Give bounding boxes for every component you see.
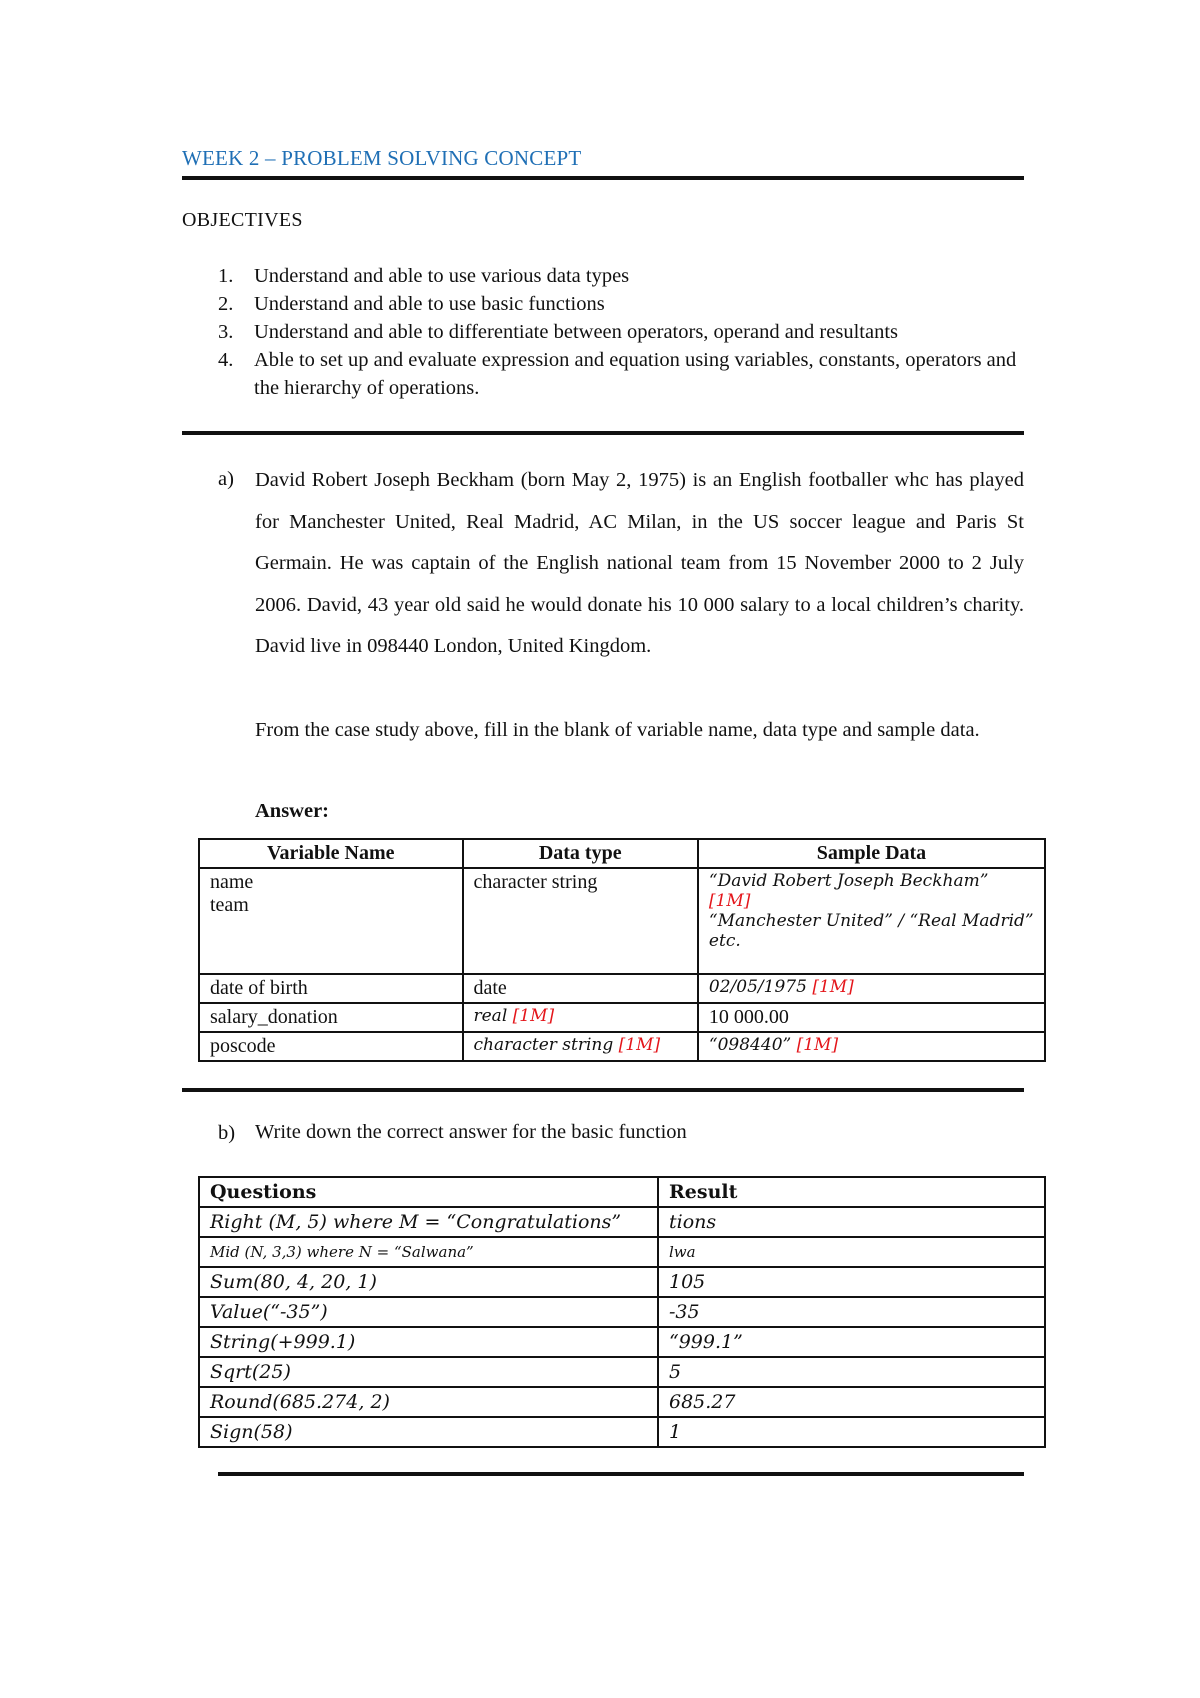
table-cell: 02/05/1975 [1M] [698,974,1045,1003]
objective-item: 4. Able to set up and evaluate expression and equation using variables, constants, operators and the hierarchy of operations. [218,349,1017,399]
column-header: Data type [463,839,698,868]
table-cell: lwa [658,1237,1045,1267]
table-row [199,1327,1045,1357]
column-header: Variable Name [199,839,463,868]
table-cell: 10 000.00 [698,1003,1045,1032]
table-row [199,1387,1045,1417]
variable-table [198,838,1046,1062]
table-cell: date of birth [199,974,463,1003]
table-cell: tions [658,1207,1045,1237]
mark-label: [1M] [708,891,751,911]
page-title: WEEK 2 – PROBLEM SOLVING CONCEPT [182,146,582,170]
mark-label: [1M] [618,1035,661,1055]
mark-label: [1M] [796,1035,839,1055]
table-row [199,1357,1045,1387]
table-cell: Value(“-35”) [199,1297,658,1327]
table-cell: Sqrt(25) [199,1357,658,1387]
mark-label: [1M] [512,1006,555,1026]
table-cell: poscode [199,1032,463,1061]
question-a-label: a) [218,468,234,490]
table-cell: 105 [658,1267,1045,1297]
table-cell: real [1M] [463,1003,698,1032]
column-header: Questions [199,1177,658,1207]
table-cell: -35 [658,1297,1045,1327]
section-rule [182,431,1024,435]
table-cell: Mid (N, 3,3) where N = “Salwana” [199,1237,658,1267]
table-row [199,1003,1045,1032]
column-header: Sample Data [698,839,1045,868]
column-header: Result [658,1177,1045,1207]
table-cell: name team [199,868,463,974]
table-header-row [199,1177,1045,1207]
table-cell: “David Robert Joseph Beckham” [1M] “Manchester United” / “Real Madrid” etc. [698,868,1045,974]
table-cell: salary_donation [199,1003,463,1032]
table-cell: Sign(58) [199,1417,658,1447]
question-b-label: b) [218,1122,236,1144]
table-row [199,868,1045,974]
table-row [199,1267,1045,1297]
section-rule [182,1088,1024,1092]
table-cell: “098440” [1M] [698,1032,1045,1061]
table-row [199,1032,1045,1061]
table-cell: Round(685.274, 2) [199,1387,658,1417]
table-row [199,1207,1045,1237]
question-a-instruction: From the case study above, fill in the blank of variable name, data type and sample data. [255,719,980,741]
table-cell: character string [463,868,698,974]
table-cell: 685.27 [658,1387,1045,1417]
table-cell: 5 [658,1357,1045,1387]
objectives-list [182,262,1042,402]
bottom-rule [218,1472,1024,1476]
table-cell: String(+999.1) [199,1327,658,1357]
title-rule [182,176,1024,180]
objective-item: 3. Understand and able to differentiate between operators, operand and resultants [218,321,898,343]
table-cell: character string [1M] [463,1032,698,1061]
table-row [199,1297,1045,1327]
function-table [198,1176,1046,1448]
mark-label: [1M] [812,977,854,997]
table-cell: 1 [658,1417,1045,1447]
objectives-heading: OBJECTIVES [182,209,303,231]
table-cell: Right (M, 5) where M = “Congratulations” [199,1207,658,1237]
question-b-instruction: Write down the correct answer for the basic function [255,1121,687,1143]
objective-item: 2. Understand and able to use basic functions [218,293,605,315]
table-row [199,974,1045,1003]
table-row [199,1417,1045,1447]
table-cell: “999.1” [658,1327,1045,1357]
answer-label: Answer: [255,800,330,822]
table-row [199,1237,1045,1267]
table-header-row [199,839,1045,868]
case-study-paragraph: David Robert Joseph Beckham (born May 2, 1975) is an English footballer whc has played for Manchester United, Real Madrid, AC Milan, in the US soccer league and Paris St Germain. He was captain of the English national team from 15 November 2000 to 2 July 2006. David, 43 year old said he would donate his 10 000 salary to a local children’s charity. David live in 098440 London, United Kingdom. [255,469,1024,658]
objective-item: 1. Understand and able to use various data types [218,265,630,287]
table-cell: Sum(80, 4, 20, 1) [199,1267,658,1297]
table-cell: date [463,974,698,1003]
